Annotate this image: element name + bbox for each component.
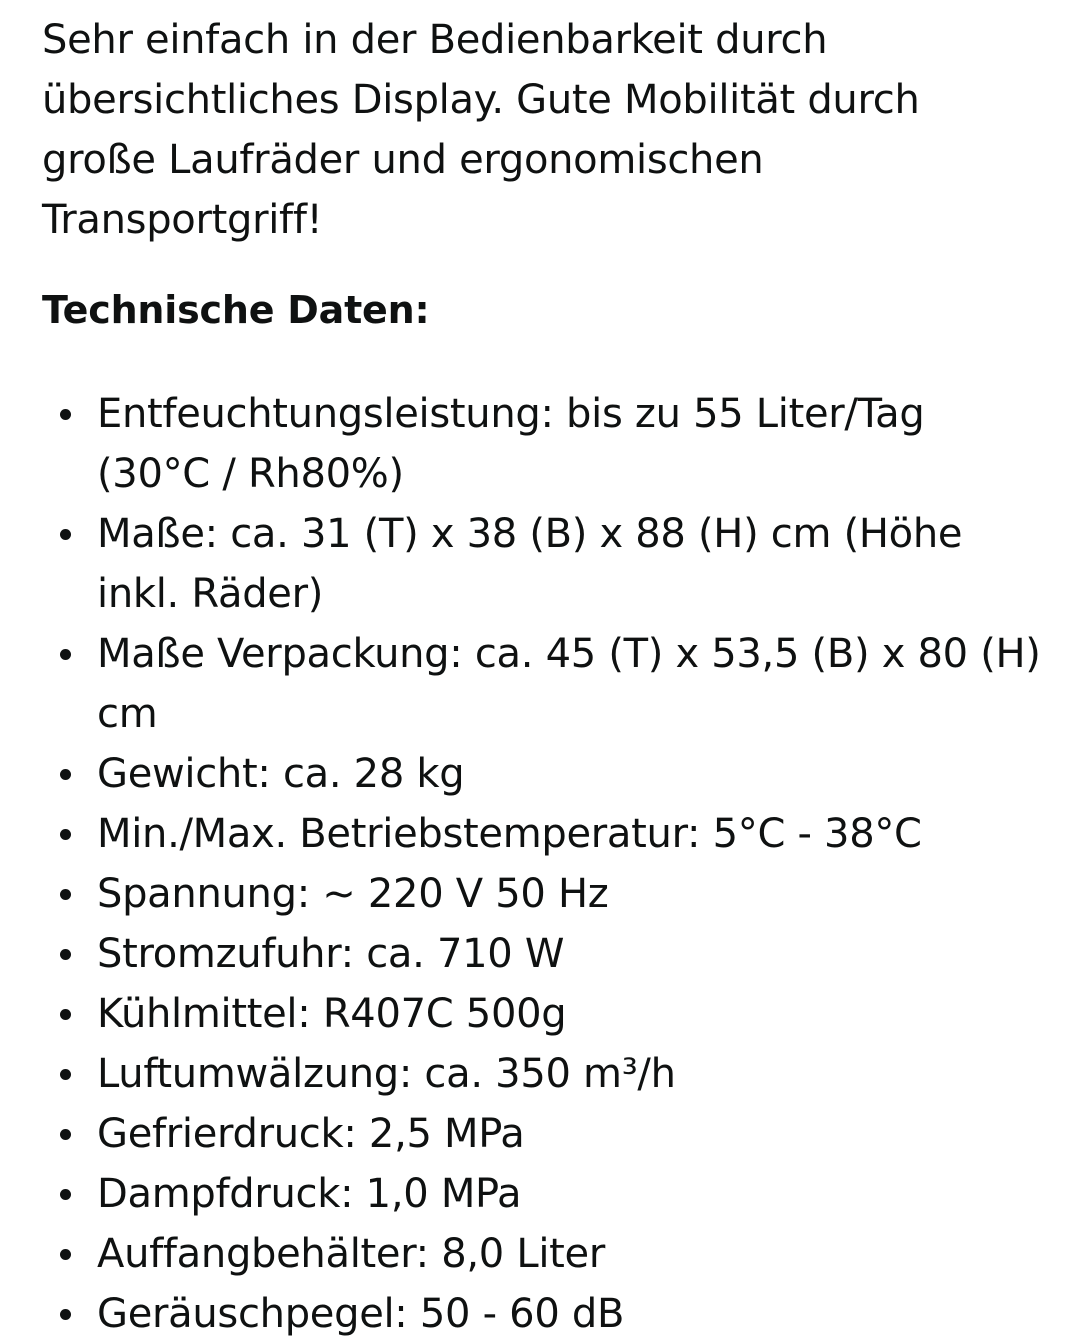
- spec-item: [42, 744, 1042, 804]
- product-description: [42, 10, 1042, 1344]
- bullet-icon: [60, 949, 71, 960]
- spec-item: [42, 1164, 1042, 1224]
- spec-text: Dampfdruck: 1,0 MPa: [97, 1171, 522, 1217]
- section-heading: Technische Daten:: [42, 288, 430, 332]
- spec-text: Spannung: ~ 220 V 50 Hz: [97, 871, 609, 917]
- spec-text: Maße Verpackung: ca. 45 (T) x 53,5 (B) x 80 (H) cm: [97, 631, 1041, 737]
- intro-text: Sehr einfach in der Bedienbarkeit durch übersichtliches Display. Gute Mobilität durch große Laufräder und ergonomischen Transportgriff!: [42, 17, 920, 243]
- bullet-icon: [60, 409, 71, 420]
- spec-text: Luftumwälzung: ca. 350 m³/h: [97, 1051, 676, 1097]
- spec-text: Min./Max. Betriebstemperatur: 5°C - 38°C: [97, 811, 922, 857]
- spec-text: Entfeuchtungsleistung: bis zu 55 Liter/Tag (30°C / Rh80%): [97, 391, 925, 497]
- spec-text: Gefrierdruck: 2,5 MPa: [97, 1111, 525, 1157]
- bullet-icon: [60, 769, 71, 780]
- bullet-icon: [60, 1249, 71, 1260]
- spec-item: [42, 924, 1042, 984]
- spec-text: Maße: ca. 31 (T) x 38 (B) x 88 (H) cm (Höhe inkl. Räder): [97, 511, 963, 617]
- spec-text: Gewicht: ca. 28 kg: [97, 751, 465, 797]
- spec-item: [42, 1224, 1042, 1284]
- bullet-icon: [60, 1069, 71, 1080]
- spec-item: [42, 1044, 1042, 1104]
- bullet-icon: [60, 1189, 71, 1200]
- spec-item: [42, 504, 1042, 624]
- bullet-icon: [60, 529, 71, 540]
- bullet-icon: [60, 1309, 71, 1320]
- spec-item: [42, 864, 1042, 924]
- spec-text: Geräuschpegel: 50 - 60 dB: [97, 1291, 625, 1337]
- bullet-icon: [60, 649, 71, 660]
- spec-text: Kühlmittel: R407C 500g: [97, 991, 567, 1037]
- spec-list: [42, 384, 1042, 1344]
- bullet-icon: [60, 889, 71, 900]
- spec-text: Stromzufuhr: ca. 710 W: [97, 931, 565, 977]
- bullet-icon: [60, 1009, 71, 1020]
- spec-item: [42, 624, 1042, 744]
- bullet-icon: [60, 1129, 71, 1140]
- spec-item: [42, 1104, 1042, 1164]
- bullet-icon: [60, 829, 71, 840]
- spec-item: [42, 804, 1042, 864]
- spec-text: Auffangbehälter: 8,0 Liter: [97, 1231, 606, 1277]
- spec-item: [42, 1284, 1042, 1344]
- spec-item: [42, 384, 1042, 504]
- spec-item: [42, 984, 1042, 1044]
